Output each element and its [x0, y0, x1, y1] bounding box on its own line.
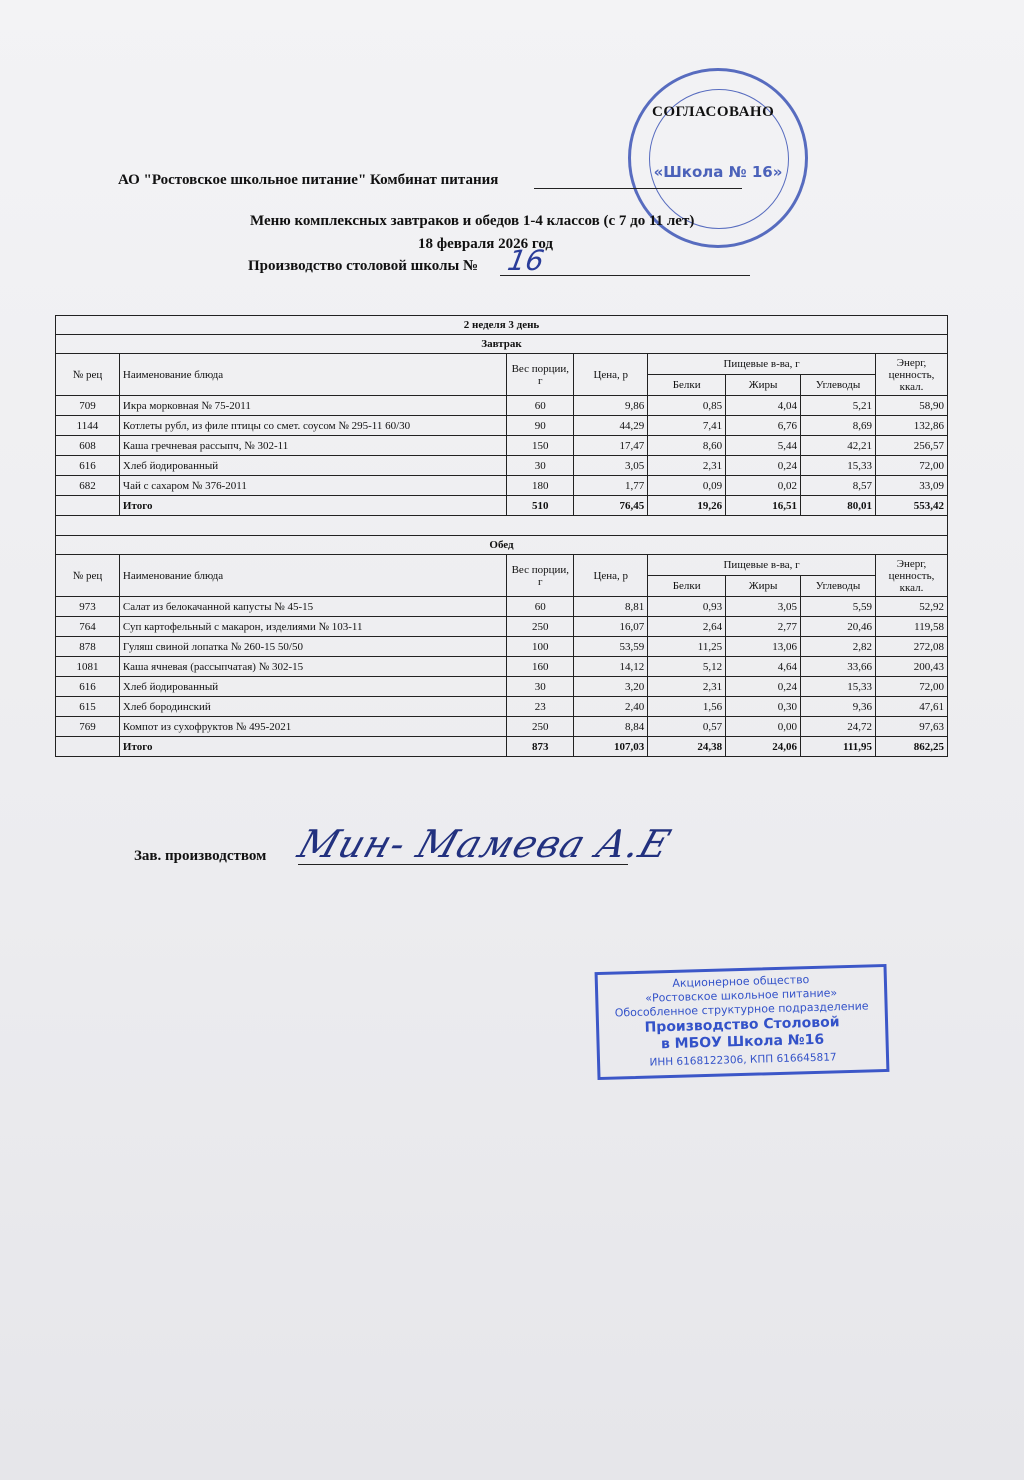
portion-weight: 23	[507, 697, 574, 717]
dish-name: Хлеб бородинский	[119, 697, 506, 717]
carbs-value: 42,21	[801, 436, 876, 456]
table-row	[56, 456, 948, 476]
dish-name: Котлеты рубл, из филе птицы со смет. соусом № 295-11 60/30	[119, 416, 506, 436]
total-carbs: 80,01	[801, 496, 876, 516]
portion-weight: 150	[507, 436, 574, 456]
total-protein: 24,38	[648, 737, 726, 757]
price: 2,40	[574, 697, 648, 717]
lunch-section-row	[56, 536, 948, 555]
dish-name: Каша ячневая (рассыпчатая) № 302-15	[119, 657, 506, 677]
dish-name: Салат из белокачанной капусты № 45-15	[119, 597, 506, 617]
price: 53,59	[574, 637, 648, 657]
portion-weight: 250	[507, 617, 574, 637]
recipe-number: 615	[56, 697, 120, 717]
total-weight: 873	[507, 737, 574, 757]
carbs-value: 33,66	[801, 657, 876, 677]
menu-table	[55, 315, 948, 757]
fat-value: 0,30	[726, 697, 801, 717]
table-row	[56, 416, 948, 436]
stamp-line-4: Производство Столовой	[644, 1014, 840, 1036]
recipe-number: 764	[56, 617, 120, 637]
carbs-value: 8,57	[801, 476, 876, 496]
spacer-row	[56, 516, 948, 536]
total-carbs: 111,95	[801, 737, 876, 757]
energy-value: 58,90	[875, 396, 947, 416]
energy-value: 256,57	[875, 436, 947, 456]
recipe-number: 973	[56, 597, 120, 617]
total-energy: 553,42	[875, 496, 947, 516]
price: 9,86	[574, 396, 648, 416]
total-price: 76,45	[574, 496, 648, 516]
protein-value: 1,56	[648, 697, 726, 717]
protein-value: 0,09	[648, 476, 726, 496]
portion-weight: 60	[507, 597, 574, 617]
col-protein: Белки	[648, 576, 726, 597]
protein-value: 2,31	[648, 456, 726, 476]
price: 17,47	[574, 436, 648, 456]
table-row	[56, 697, 948, 717]
total-weight: 510	[507, 496, 574, 516]
recipe-number: 1081	[56, 657, 120, 677]
breakfast-title: Завтрак	[56, 335, 948, 354]
col-energy: Энерг, ценность, ккал.	[875, 555, 947, 597]
total-price: 107,03	[574, 737, 648, 757]
energy-value: 200,43	[875, 657, 947, 677]
table-row	[56, 597, 948, 617]
col-fat: Жиры	[726, 576, 801, 597]
lunch-title: Обед	[56, 536, 948, 555]
portion-weight: 160	[507, 657, 574, 677]
period-title: 2 неделя 3 день	[56, 316, 948, 335]
handwritten-signature: Мин- Мамева А.Е	[292, 822, 677, 866]
col-energy: Энерг, ценность, ккал.	[875, 354, 947, 396]
col-price: Цена, р	[574, 354, 648, 396]
fat-value: 0,24	[726, 456, 801, 476]
col-fat: Жиры	[726, 375, 801, 396]
col-carbs: Углеводы	[801, 375, 876, 396]
stamp-line-6: ИНН 6168122306, КПП 616645817	[649, 1051, 837, 1069]
energy-value: 33,09	[875, 476, 947, 496]
energy-value: 52,92	[875, 597, 947, 617]
carbs-value: 15,33	[801, 456, 876, 476]
carbs-value: 9,36	[801, 697, 876, 717]
fat-value: 5,44	[726, 436, 801, 456]
fat-value: 2,77	[726, 617, 801, 637]
breakfast-section-row	[56, 335, 948, 354]
fat-value: 13,06	[726, 637, 801, 657]
protein-value: 11,25	[648, 637, 726, 657]
menu-title: Меню комплексных завтраков и обедов 1-4 классов (с 7 до 11 лет)	[250, 213, 695, 229]
col-recipe: № рец	[56, 555, 120, 597]
lunch-total-row	[56, 737, 948, 757]
breakfast-header-row	[56, 354, 948, 375]
recipe-number: 1144	[56, 416, 120, 436]
total-energy: 862,25	[875, 737, 947, 757]
fat-value: 4,04	[726, 396, 801, 416]
price: 3,20	[574, 677, 648, 697]
portion-weight: 90	[507, 416, 574, 436]
breakfast-total-row	[56, 496, 948, 516]
carbs-value: 24,72	[801, 717, 876, 737]
fat-value: 0,24	[726, 677, 801, 697]
total-label: Итого	[119, 496, 506, 516]
energy-value: 119,58	[875, 617, 947, 637]
energy-value: 97,63	[875, 717, 947, 737]
col-protein: Белки	[648, 375, 726, 396]
col-name: Наименование блюда	[119, 555, 506, 597]
recipe-number: 682	[56, 476, 120, 496]
portion-weight: 180	[507, 476, 574, 496]
col-nutrients: Пищевые в-ва, г	[648, 555, 876, 576]
dish-name: Гуляш свиной лопатка № 260-15 50/50	[119, 637, 506, 657]
energy-value: 272,08	[875, 637, 947, 657]
total-empty-cell	[56, 737, 120, 757]
menu-date: 18 февраля 2026 год	[418, 236, 553, 252]
price: 1,77	[574, 476, 648, 496]
protein-value: 7,41	[648, 416, 726, 436]
fat-value: 4,64	[726, 657, 801, 677]
stamp-line-5: в МБОУ Школа №16	[660, 1031, 825, 1053]
table-row	[56, 396, 948, 416]
portion-weight: 60	[507, 396, 574, 416]
protein-value: 2,64	[648, 617, 726, 637]
col-recipe: № рец	[56, 354, 120, 396]
protein-value: 0,85	[648, 396, 726, 416]
recipe-number: 769	[56, 717, 120, 737]
period-row	[56, 316, 948, 335]
table-row	[56, 476, 948, 496]
school-number-handwritten: 16	[505, 244, 547, 277]
col-name: Наименование блюда	[119, 354, 506, 396]
school-label: Производство столовой школы №	[248, 258, 479, 274]
table-row	[56, 717, 948, 737]
energy-value: 47,61	[875, 697, 947, 717]
carbs-value: 5,59	[801, 597, 876, 617]
price: 44,29	[574, 416, 648, 436]
table-row	[56, 677, 948, 697]
dish-name: Компот из сухофруктов № 495-2021	[119, 717, 506, 737]
dish-name: Чай с сахаром № 376-2011	[119, 476, 506, 496]
stamp-line-1: Акционерное общество	[672, 973, 810, 990]
recipe-number: 709	[56, 396, 120, 416]
price: 8,84	[574, 717, 648, 737]
fat-value: 6,76	[726, 416, 801, 436]
protein-value: 0,57	[648, 717, 726, 737]
stamp-line-3: Обособленное структурное подразделение	[614, 999, 869, 1020]
stamp-line-2: «Ростовское школьное питание»	[645, 986, 838, 1005]
dish-name: Хлеб йодированный	[119, 456, 506, 476]
dish-name: Каша гречневая рассыпч, № 302-11	[119, 436, 506, 456]
fat-value: 3,05	[726, 597, 801, 617]
protein-value: 0,93	[648, 597, 726, 617]
protein-value: 8,60	[648, 436, 726, 456]
energy-value: 72,00	[875, 456, 947, 476]
lunch-header-row	[56, 555, 948, 576]
dish-name: Икра морковная № 75-2011	[119, 396, 506, 416]
recipe-number: 616	[56, 456, 120, 476]
total-label: Итого	[119, 737, 506, 757]
table-row	[56, 637, 948, 657]
recipe-number: 616	[56, 677, 120, 697]
portion-weight: 30	[507, 677, 574, 697]
fat-value: 0,02	[726, 476, 801, 496]
organization-underline	[534, 188, 742, 189]
energy-value: 132,86	[875, 416, 947, 436]
price: 16,07	[574, 617, 648, 637]
total-empty-cell	[56, 496, 120, 516]
col-nutrients: Пищевые в-ва, г	[648, 354, 876, 375]
protein-value: 5,12	[648, 657, 726, 677]
carbs-value: 8,69	[801, 416, 876, 436]
price: 14,12	[574, 657, 648, 677]
col-price: Цена, р	[574, 555, 648, 597]
carbs-value: 5,21	[801, 396, 876, 416]
portion-weight: 100	[507, 637, 574, 657]
fat-value: 0,00	[726, 717, 801, 737]
total-protein: 19,26	[648, 496, 726, 516]
protein-value: 2,31	[648, 677, 726, 697]
total-fat: 24,06	[726, 737, 801, 757]
col-carbs: Углеводы	[801, 576, 876, 597]
table-row	[56, 436, 948, 456]
dish-name: Суп картофельный с макарон, изделиями № 103-11	[119, 617, 506, 637]
carbs-value: 15,33	[801, 677, 876, 697]
recipe-number: 878	[56, 637, 120, 657]
portion-weight: 250	[507, 717, 574, 737]
carbs-value: 2,82	[801, 637, 876, 657]
organization-stamp	[595, 964, 890, 1080]
table-row	[56, 617, 948, 637]
carbs-value: 20,46	[801, 617, 876, 637]
col-weight: Вес порции, г	[507, 354, 574, 396]
signature-label: Зав. производством	[134, 848, 267, 864]
seal-school-name: «Школа № 16»	[653, 163, 783, 181]
col-weight: Вес порции, г	[507, 555, 574, 597]
energy-value: 72,00	[875, 677, 947, 697]
total-fat: 16,51	[726, 496, 801, 516]
table-row	[56, 657, 948, 677]
agreed-heading: СОГЛАСОВАНО	[652, 104, 775, 120]
price: 3,05	[574, 456, 648, 476]
spacer-cell	[56, 516, 948, 536]
portion-weight: 30	[507, 456, 574, 476]
organization-title: АО "Ростовское школьное питание" Комбинат питания	[118, 172, 499, 188]
recipe-number: 608	[56, 436, 120, 456]
price: 8,81	[574, 597, 648, 617]
dish-name: Хлеб йодированный	[119, 677, 506, 697]
